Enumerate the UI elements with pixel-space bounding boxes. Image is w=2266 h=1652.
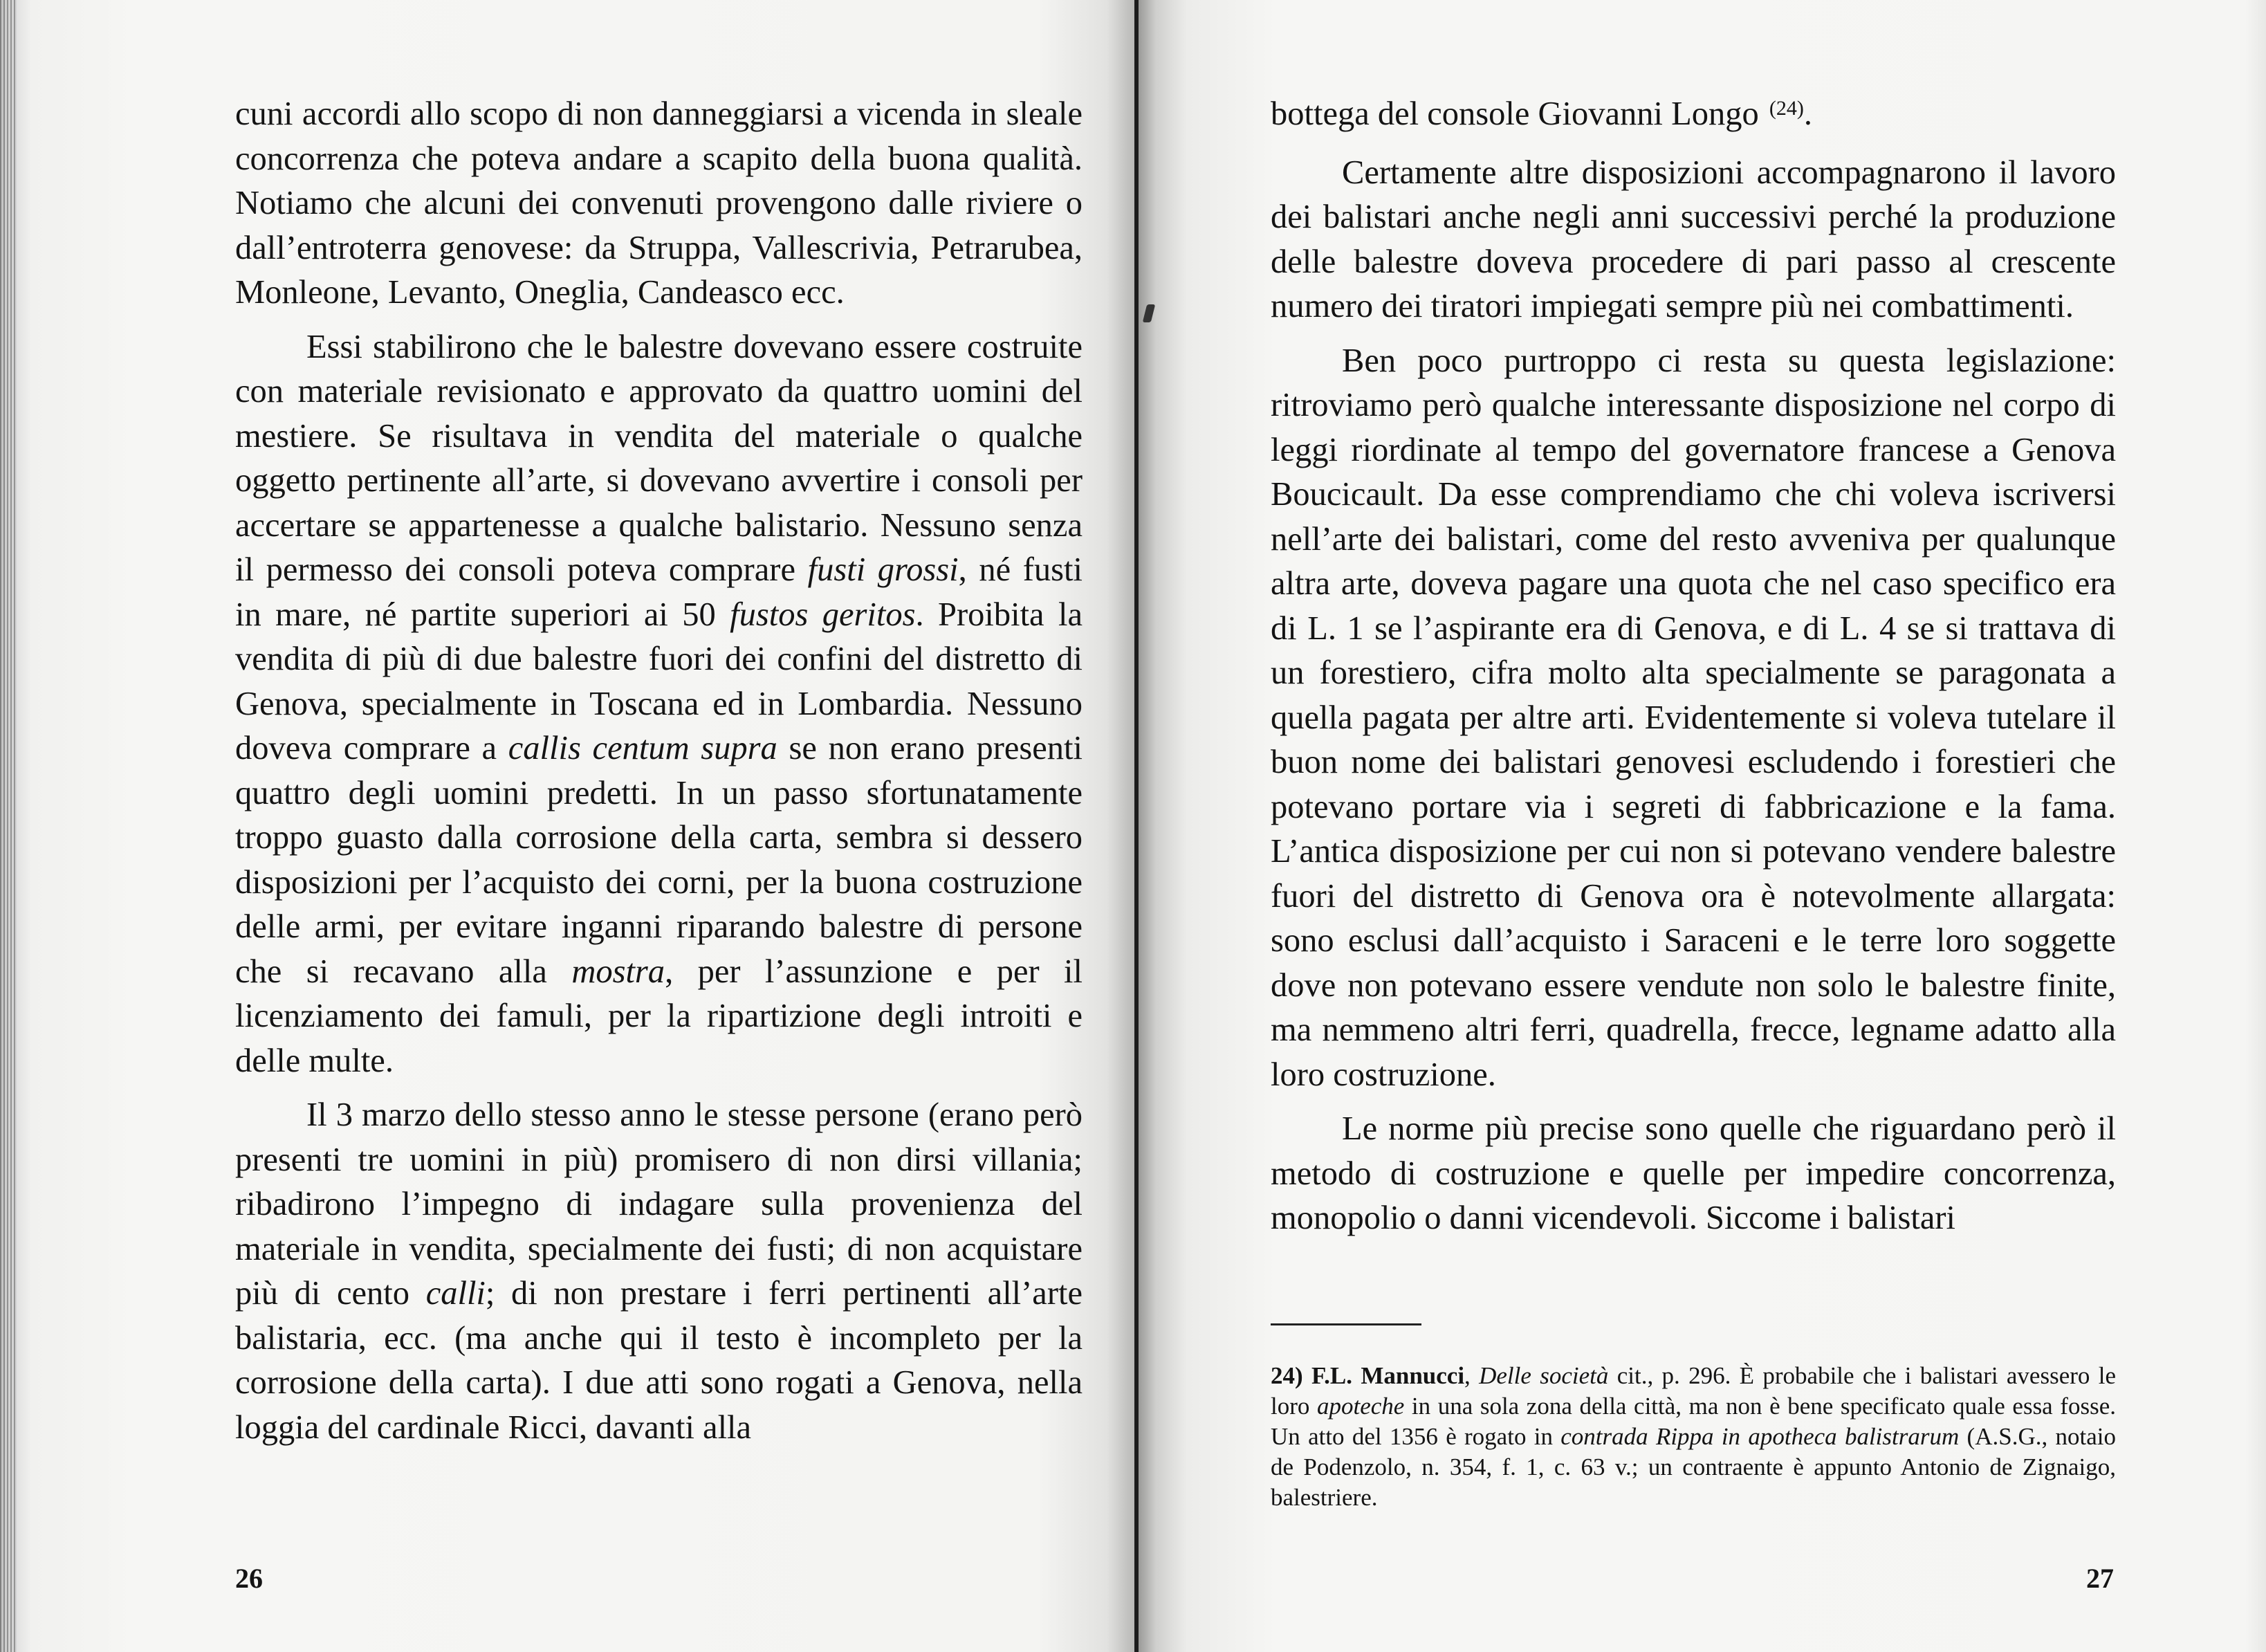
page-number-left: 26 xyxy=(235,1563,263,1594)
italic-run: calli xyxy=(425,1275,486,1312)
text-run: , per l’assunzione e per il licenziamento dei famuli, per la ripartizione degli introiti e delle multe. xyxy=(235,953,1083,1079)
right-body-text xyxy=(1271,92,2116,1241)
paragraph xyxy=(1271,1107,2116,1241)
text-run: (A.S.G., notaio de Podenzolo, n. 354, f. 1, c. 63 v.; un contraente è appunto Antonio de Zignaigo, balestriere. xyxy=(1271,1423,2117,1511)
text-run: , xyxy=(1464,1362,1480,1389)
text-run: . xyxy=(1803,95,1813,132)
italic-run: fustos geritos xyxy=(730,596,916,633)
footnote-reference: (24) xyxy=(1769,97,1804,120)
text-run: bottega del console Giovanni Longo xyxy=(1271,95,1767,132)
footnote xyxy=(1271,1361,2116,1513)
bold-run: F.L. Mannucci xyxy=(1311,1362,1465,1389)
text-run: cuni accordi allo scopo di non danneggiarsi a vicenda in sleale concorrenza che poteva andare a scapito della buona qualità. Notiamo che alcuni dei convenuti provengono dalle riviere o dall’entroterra genovese: da Struppa, Vallescrivia, Petrarubea, Monleone, Levanto, Oneglia, Candeasco ecc. xyxy=(235,95,1083,311)
paragraph xyxy=(1271,339,2116,1098)
text-run: Il 3 marzo dello stesso anno le stesse persone (erano però presenti tre uomini in più) promisero di non dirsi villania; ribadirono l’impegno di indagare sulla provenienza del materiale in vendita, specialmente dei fusti; di non acquistare più di cento xyxy=(235,1096,1083,1312)
book-edge xyxy=(0,0,17,1652)
italic-run: mostra xyxy=(571,953,665,990)
text-run: . Proibita la vendita di più di due balestre fuori dei confini del distretto di Genova, specialmente in Toscana ed in Lombardia. Nessuno doveva comprare a xyxy=(235,596,1083,767)
paragraph xyxy=(1271,151,2116,329)
paragraph xyxy=(235,325,1083,1084)
footnote-rule xyxy=(1271,1323,1421,1325)
italic-run: apoteche xyxy=(1316,1393,1405,1420)
text-run: se non erano presenti quattro degli uomini predetti. In un passo sfortunatamente troppo guasto dalla corrosione della carta, sembra si dessero disposizioni per l’acquisto dei corni, per la buona costruzione delle armi, per evitare inganni riparando balestre di persone che si recavano alla xyxy=(235,730,1083,990)
text-run: in una sola zona della città, ma non è bene specificato quale essa fosse. Un atto del 1356 è rogato in xyxy=(1271,1393,2116,1450)
text-run: ; di non prestare i ferri pertinenti all’arte balistaria, ecc. (ma anche qui il testo è incompleto per la corrosione della carta). I due atti sono rogati a Genova, nella loggia del cardinale Ricci, davanti alla xyxy=(235,1275,1083,1446)
italic-run: fusti grossi xyxy=(807,551,959,588)
text-run: cit., p. 296. È probabile che i balistari avessero le loro xyxy=(1271,1362,2116,1420)
text-run: , né fusti in mare, né partite superiori ai 50 xyxy=(235,551,1083,633)
paragraph xyxy=(235,92,1083,315)
page-number-right: 27 xyxy=(2086,1563,2114,1594)
paragraph xyxy=(235,1093,1083,1450)
text-run: Le norme più precise sono quelle che riguardano però il metodo di costruzione e quelle per impedire concorrenza, monopolio o danni vicendevoli. Siccome i balistari xyxy=(1271,1110,2116,1236)
italic-run: callis centum supra xyxy=(508,730,777,767)
bold-run: 24) xyxy=(1271,1362,1311,1389)
left-body-text xyxy=(235,92,1083,1450)
italic-run: Delle società xyxy=(1479,1362,1609,1389)
right-page xyxy=(1139,0,2266,1652)
footnote-text xyxy=(1271,1361,2116,1513)
paragraph xyxy=(1271,92,2116,141)
italic-run: contrada Rippa in apotheca balistrarum xyxy=(1560,1423,1960,1450)
text-run: Ben poco purtroppo ci resta su questa legislazione: ritroviamo però qualche interessante disposizione nel corpo di leggi riordinate al tempo del governatore francese a Genova Boucicault. Da esse comprendiamo che chi voleva iscriversi nell’arte dei balistari, come del resto avveniva per qualunque altra arte, doveva pagare una quota che nel caso specifico era di L. 1 se l’aspirante era di Genova, e di L. 4 se si trattava di un forestiero, cifra molto alta specialmente se paragonata a quella pagata per altre arti. Evidentemente si voleva tutelare il buon nome dei balistari genovesi escludendo i forestieri che potevano portare via i segreti di fabbricazione e la fama. L’antica disposizione per cui non si potevano vendere balestre fuori del distretto di Genova ora è notevolmente allargata: sono esclusi dall’acquisto i Saraceni e le terre loro soggette dove non potevano essere vendute non solo le balestre finite, ma nemmeno altri ferri, quadrella, frecce, legname adatto alla loro costruzione. xyxy=(1271,342,2116,1093)
text-run: Essi stabilirono che le balestre dovevano essere costruite con materiale revisionato e approvato da quattro uomini del mestiere. Se risultava in vendita del materiale o qualche oggetto pertinente all’arte, si dovevano avvertire i consoli per accertare se appartenesse a qualche balistario. Nessuno senza il permesso dei consoli poteva comprare xyxy=(235,328,1083,588)
text-run: Certamente altre disposizioni accompagnarono il lavoro dei balistari anche negli anni successivi perché la produzione delle balestre doveva procedere di pari passo al crescente numero dei tiratori impiegati sempre più nei combattimenti. xyxy=(1271,154,2116,324)
